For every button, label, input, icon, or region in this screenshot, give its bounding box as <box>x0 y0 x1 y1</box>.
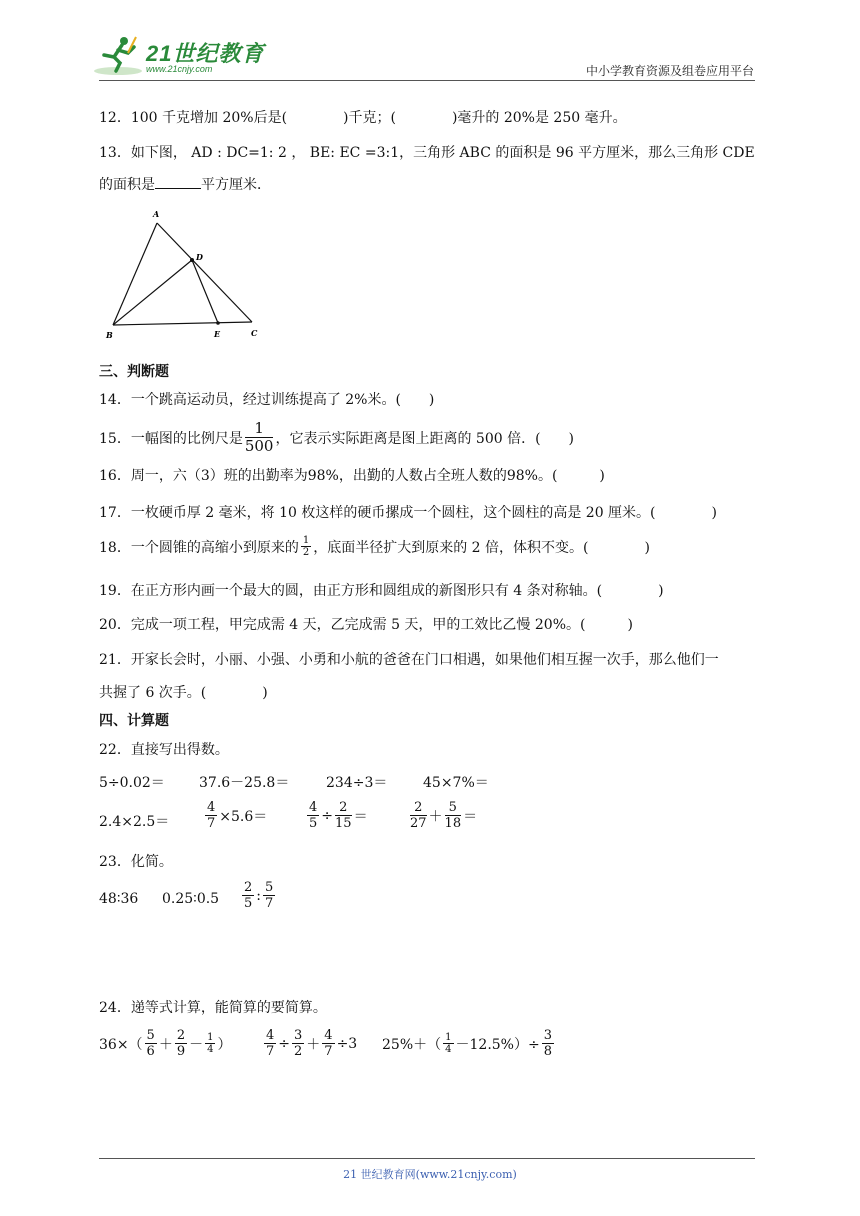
calc-item: $\frac{2}{27}$ ＋ $\frac{5}{18}$ ＝ <box>410 800 478 831</box>
runner-logo-icon <box>92 33 148 77</box>
expression-item: $\frac{4}{7}$ ÷ $\frac{3}{2}$ ＋ $\frac{4}{7}$ ÷3 <box>266 1028 358 1059</box>
question-18: 18．一个圆锥的高缩小到原来的 $\frac{1}{2}$ ，底面半径扩大到原来的 2 倍，体积不变。( ) <box>99 535 650 558</box>
label-e: E <box>214 329 221 339</box>
question-20: 20．完成一项工程，甲完成需 4 天，乙完成需 5 天，甲的工效比乙慢 20%。( ) <box>99 617 633 633</box>
segment-bd <box>113 260 192 325</box>
question-15: 15．一幅图的比例尺是 $\frac{1}{500}$ ，它表示实际距离是图上距离的 500 倍．( ) <box>99 419 575 455</box>
calc-item: $\frac{4}{5}$ ÷ $\frac{2}{15}$ ＝ <box>309 800 368 831</box>
question-21-line1: 21．开家长会时，小丽、小强、小勇和小航的爸爸在门口相遇，如果他们相互握一次手，那么他们一 <box>99 652 719 668</box>
segment-ac <box>157 223 252 322</box>
question-17: 17．一枚硬币厚 2 毫米，将 10 枚这样的硬币摞成一个圆柱，这个圆柱的高是 20 厘米。( ) <box>99 505 717 521</box>
section-heading-judgement: 三、判断题 <box>99 364 169 380</box>
calc-item: 37.6－25.8＝ <box>199 775 290 791</box>
simplify-item: 48∶36 <box>99 891 139 907</box>
question-13-line1: 13．如下图， AD : DC=1: 2 ， BE: EC =3:1，三角形 ABC 的面积是 96 平方厘米，那么三角形 CDE <box>99 145 755 161</box>
calc-item: 45×7%＝ <box>423 775 489 791</box>
fraction-half: $\frac{1}{2}$ <box>302 535 310 558</box>
calc-item: 2.4×2.5＝ <box>99 814 170 830</box>
question-22-title: 22．直接写出得数。 <box>99 742 229 758</box>
triangle-diagram <box>100 208 270 348</box>
question-13-line2: 的面积是 平方厘米． <box>99 177 271 193</box>
section-heading-calculation: 四、计算题 <box>99 713 169 729</box>
question-21-line2: 共握了 6 次手。( ) <box>99 685 268 701</box>
question-16: 16．周一，六（3）班的出勤率为98%，出勤的人数占全班人数的98%。( ) <box>99 468 605 484</box>
point-e <box>216 321 220 325</box>
simplify-item: 0.25∶0.5 <box>162 891 220 907</box>
question-19: 19．在正方形内画一个最大的圆，由正方形和圆组成的新图形只有 4 条对称轴。( ) <box>99 583 664 599</box>
question-23-title: 23．化简。 <box>99 854 173 870</box>
question-14: 14．一个跳高运动员，经过训练提高了 2%米。( ) <box>99 392 435 408</box>
answer-blank[interactable] <box>155 176 201 189</box>
label-a: A <box>153 209 160 219</box>
calc-item: 5÷0.02＝ <box>99 775 165 791</box>
logo-url: www.21cnjy.com <box>146 64 213 74</box>
question-24-title: 24．递等式计算，能简算的要简算。 <box>99 1000 327 1016</box>
point-d <box>190 258 194 262</box>
header-divider <box>99 80 755 81</box>
segment-ab <box>113 223 157 325</box>
site-name: 中小学教育资源及组卷应用平台 <box>585 64 754 78</box>
footer-divider <box>99 1158 755 1159</box>
fraction-scale: $\frac{1}{500}$ <box>244 419 274 455</box>
segment-bc <box>113 322 252 325</box>
simplify-item: $\frac{2}{5}$ : $\frac{5}{7}$ <box>244 880 274 911</box>
question-12: 12．100 千克增加 20%后是( )千克；( )毫升的 20%是 250 毫升。 <box>99 110 627 126</box>
calc-item: 234÷3＝ <box>326 775 388 791</box>
expression-item: 25%＋（ $\frac{1}{4}$ －12.5%）÷ $\frac{3}{8}$ <box>382 1028 552 1059</box>
label-c: C <box>251 328 258 338</box>
label-b: B <box>106 330 113 340</box>
footer-link[interactable]: 21 世纪教育网(www.21cnjy.com) <box>343 1168 517 1181</box>
logo-text: 21世纪教育 <box>146 41 265 66</box>
site-logo <box>92 33 265 81</box>
label-d: D <box>196 252 203 262</box>
calc-item: $\frac{4}{7}$ ×5.6＝ <box>207 800 268 831</box>
expression-item: 36×（ $\frac{5}{6}$ ＋ $\frac{2}{9}$ － $\frac{1}{4}$ ） <box>99 1028 232 1059</box>
segment-de <box>192 260 218 323</box>
